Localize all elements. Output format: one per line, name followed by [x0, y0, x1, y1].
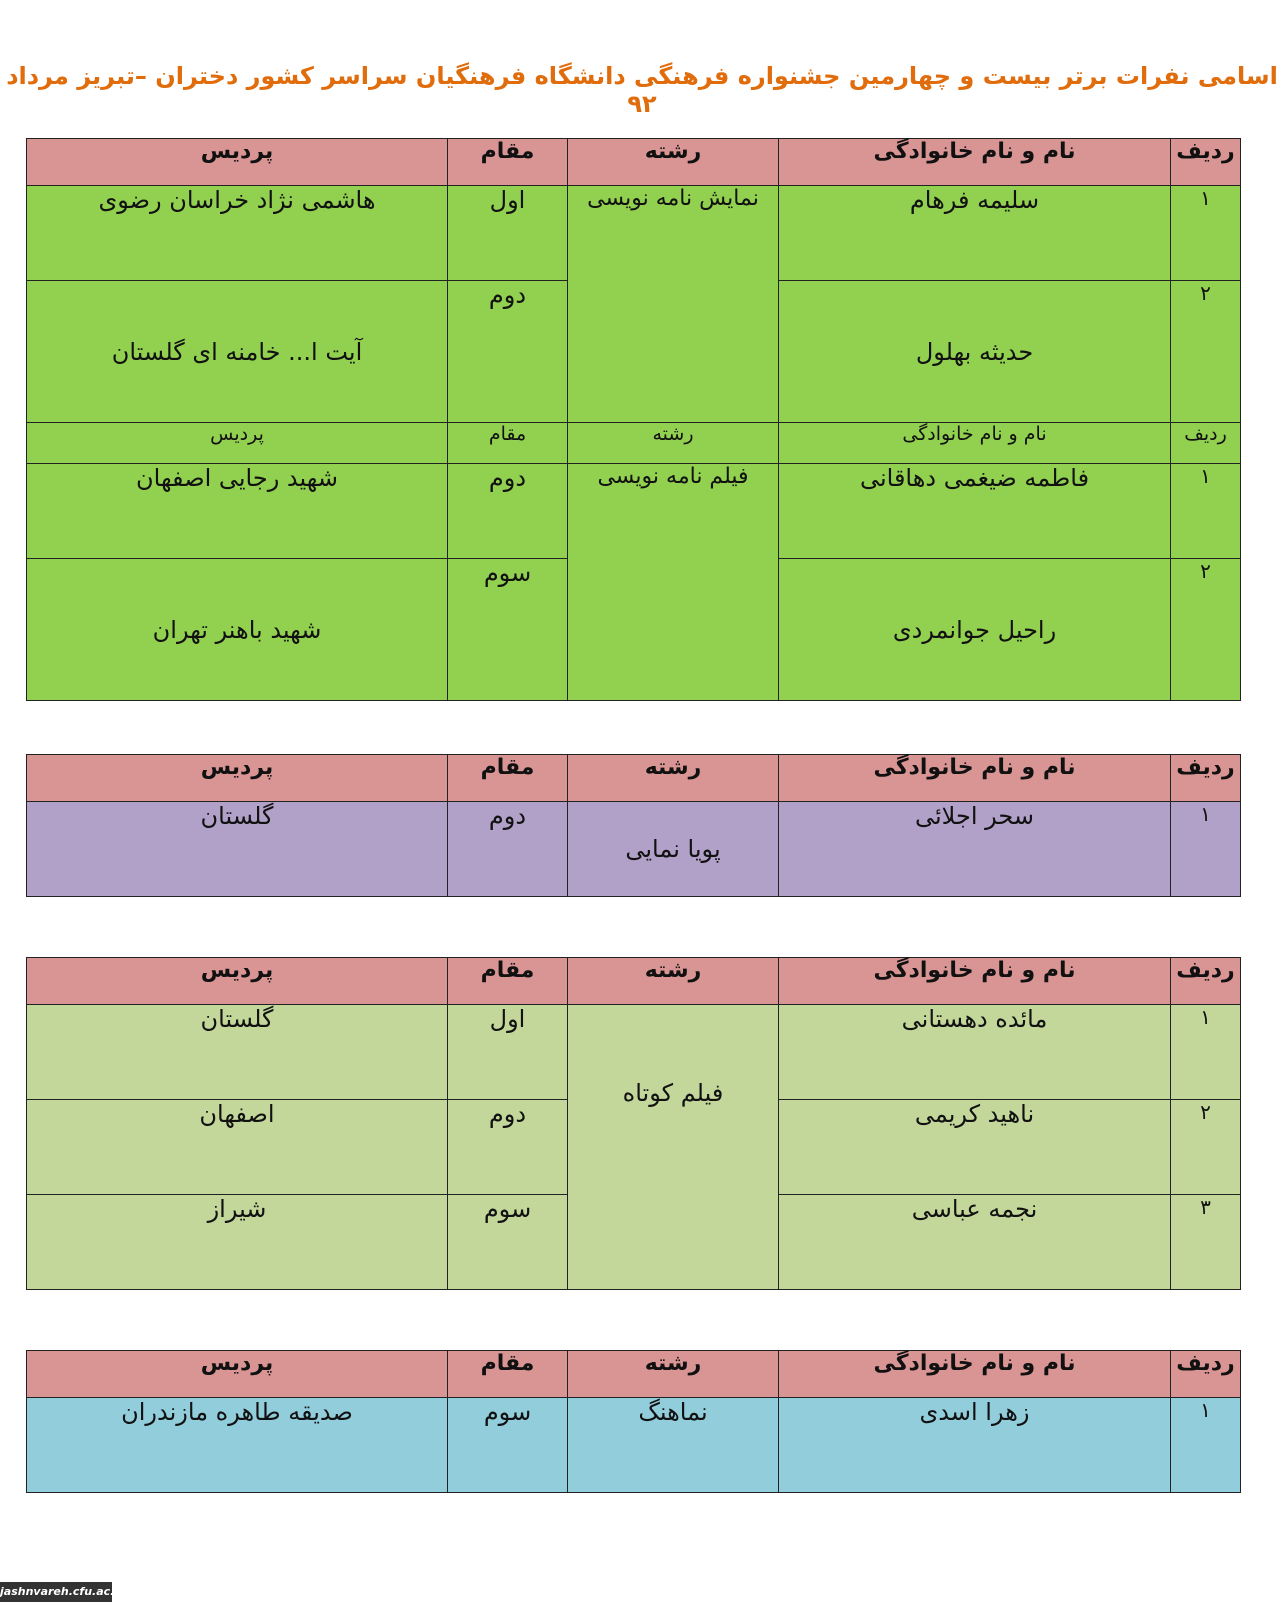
campus-cell: صدیقه طاهره مازندران: [27, 1398, 448, 1493]
campus-cell: گلستان: [27, 802, 448, 897]
header-name: نام و نام خانوادگی: [779, 1351, 1171, 1398]
radif-cell: ۱: [1171, 464, 1241, 559]
table-row: [27, 464, 1241, 559]
name-cell: راحیل جوانمردی: [779, 559, 1171, 701]
rank-cell: سوم: [448, 1195, 568, 1290]
header-rank: مقام: [448, 139, 568, 186]
header-campus: پردیس: [27, 958, 448, 1005]
name-cell: مائده دهستانی: [779, 1005, 1171, 1100]
radif-cell: ۱: [1171, 1398, 1241, 1493]
campus-cell: آیت ا... خامنه ای گلستان: [27, 281, 448, 423]
table-header-row: [27, 1351, 1241, 1398]
field-cell: نمایش نامه نویسی: [568, 186, 779, 423]
radif-cell: ۲: [1171, 1100, 1241, 1195]
rank-cell: اول: [448, 186, 568, 281]
table-row: [27, 802, 1241, 897]
header-name: نام و نام خانوادگی: [779, 423, 1171, 464]
name-cell: فاطمه ضیغمی دهاقانی: [779, 464, 1171, 559]
header-radif: ردیف: [1171, 958, 1241, 1005]
field-cell: نماهنگ: [568, 1398, 779, 1493]
rank-cell: دوم: [448, 1100, 568, 1195]
rank-cell: دوم: [448, 281, 568, 423]
header-field: رشته: [568, 958, 779, 1005]
header-name: نام و نام خانوادگی: [779, 958, 1171, 1005]
field-cell: فیلم کوتاه: [568, 1005, 779, 1290]
campus-cell: شهید رجایی اصفهان: [27, 464, 448, 559]
table-row: [27, 1005, 1241, 1100]
radif-cell: ۳: [1171, 1195, 1241, 1290]
table-subheader-row: [27, 423, 1241, 464]
header-campus: پردیس: [27, 139, 448, 186]
campus-cell: شهید باهنر تهران: [27, 559, 448, 701]
header-field: رشته: [568, 423, 779, 464]
radif-cell: ۱: [1171, 186, 1241, 281]
header-name: نام و نام خانوادگی: [779, 755, 1171, 802]
header-campus: پردیس: [27, 1351, 448, 1398]
table-header-row: [27, 958, 1241, 1005]
results-table-short-film: [26, 957, 1241, 1290]
header-rank: مقام: [448, 755, 568, 802]
radif-cell: ۲: [1171, 559, 1241, 701]
header-field: رشته: [568, 1351, 779, 1398]
name-cell: سحر اجلائی: [779, 802, 1171, 897]
header-radif: ردیف: [1171, 755, 1241, 802]
name-cell: نجمه عباسی: [779, 1195, 1171, 1290]
field-cell: پویا نمایی: [568, 802, 779, 897]
header-name: نام و نام خانوادگی: [779, 139, 1171, 186]
rank-cell: دوم: [448, 802, 568, 897]
results-table-animation: [26, 754, 1241, 897]
header-rank: مقام: [448, 423, 568, 464]
table-row: [27, 186, 1241, 281]
rank-cell: اول: [448, 1005, 568, 1100]
table-header-row: [27, 139, 1241, 186]
header-rank: مقام: [448, 958, 568, 1005]
radif-cell: ۱: [1171, 802, 1241, 897]
campus-cell: هاشمی نژاد خراسان رضوی: [27, 186, 448, 281]
rank-cell: سوم: [448, 559, 568, 701]
watermark-logo: jashnvareh.cfu.ac.ir: [0, 1582, 112, 1602]
name-cell: زهرا اسدی: [779, 1398, 1171, 1493]
header-campus: پردیس: [27, 423, 448, 464]
name-cell: سلیمه فرهام: [779, 186, 1171, 281]
results-table-music-video: [26, 1350, 1241, 1493]
radif-cell: ۲: [1171, 281, 1241, 423]
header-field: رشته: [568, 139, 779, 186]
campus-cell: شیراز: [27, 1195, 448, 1290]
campus-cell: اصفهان: [27, 1100, 448, 1195]
rank-cell: سوم: [448, 1398, 568, 1493]
campus-cell: گلستان: [27, 1005, 448, 1100]
rank-cell: دوم: [448, 464, 568, 559]
header-rank: مقام: [448, 1351, 568, 1398]
results-table-plays-screenplays: [26, 138, 1241, 701]
field-cell: فیلم نامه نویسی: [568, 464, 779, 701]
table-row: [27, 1398, 1241, 1493]
table-header-row: [27, 755, 1241, 802]
header-radif: ردیف: [1171, 1351, 1241, 1398]
header-campus: پردیس: [27, 755, 448, 802]
header-field: رشته: [568, 755, 779, 802]
header-radif: ردیف: [1171, 423, 1241, 464]
radif-cell: ۱: [1171, 1005, 1241, 1100]
name-cell: ناهید کریمی: [779, 1100, 1171, 1195]
page-title: اسامی نفرات برتر بیست و چهارمین جشنواره فرهنگی دانشگاه فرهنگیان سراسر کشور دختران –تبریز مرداد ۹۲: [6, 62, 1278, 118]
name-cell: حدیثه بهلول: [779, 281, 1171, 423]
header-radif: ردیف: [1171, 139, 1241, 186]
